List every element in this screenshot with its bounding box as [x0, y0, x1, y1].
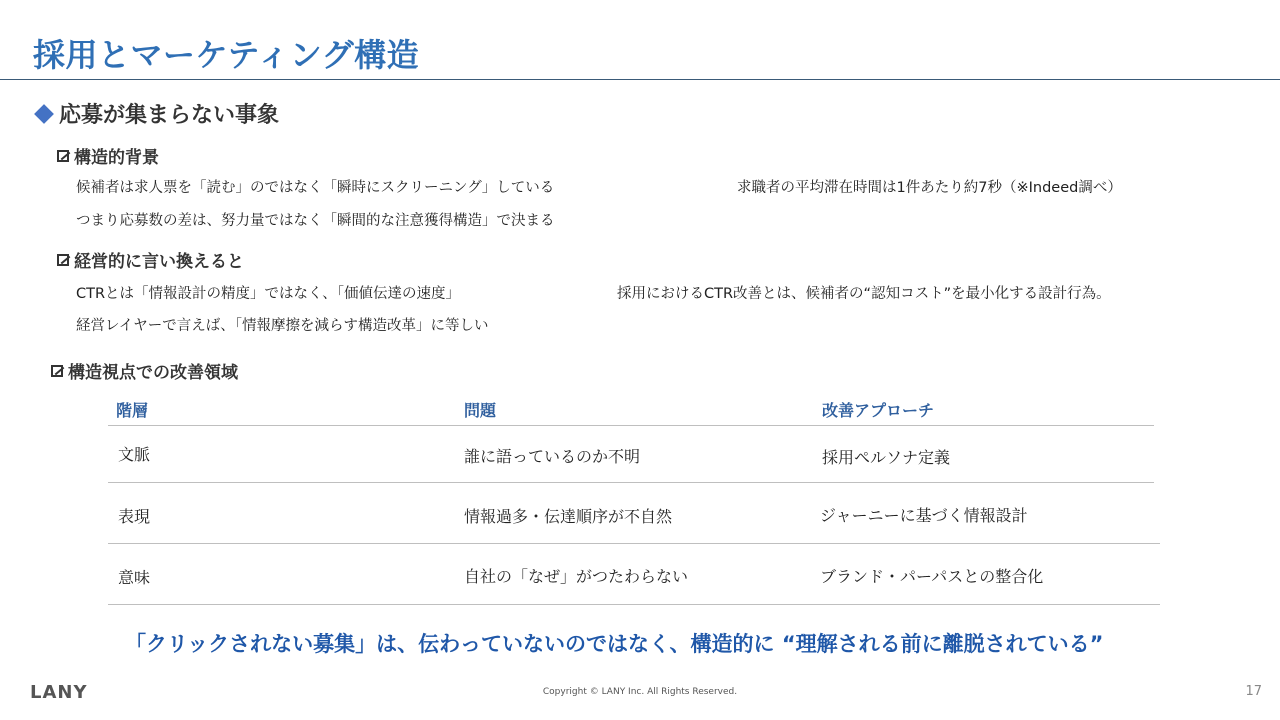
- table-cell: ブランド・パーパスとの整合化: [820, 567, 1044, 586]
- section-background-heading: [57, 143, 159, 168]
- checkbox-icon: [57, 254, 69, 266]
- checkbox-icon: [57, 150, 69, 162]
- background-line-1: 候補者は求人票を「読む」のではなく「瞬時にスクリーニング」している: [76, 180, 555, 196]
- business-line-1: CTRとは「情報設計の精度」ではなく、「価値伝達の速度」: [76, 286, 461, 302]
- section-improvement-title: 構造視点での改善領域: [68, 363, 238, 383]
- table-cell: 文脈: [118, 445, 151, 464]
- section-business-heading: [57, 247, 244, 272]
- background-line-2: つまり応募数の差は、努力量ではなく「瞬間的な注意獲得構造」で決まる: [76, 213, 555, 229]
- table-header-problem: 問題: [464, 401, 497, 420]
- table-divider: [108, 604, 1160, 605]
- table-cell: 意味: [118, 568, 151, 587]
- table-cell: 自社の「なぜ」がつたわらない: [464, 567, 689, 586]
- table-header-layer: 階層: [116, 401, 149, 420]
- table-divider: [108, 425, 1154, 426]
- table-cell: ジャーニーに基づく情報設計: [820, 506, 1028, 525]
- title-divider: [0, 79, 1280, 80]
- table-divider: [108, 543, 1160, 544]
- background-note: 求職者の平均滞在時間は1件あたり約7秒（※Indeed調べ）: [737, 180, 1122, 196]
- page-number: 17: [1245, 684, 1262, 699]
- copyright-text: Copyright © LANY Inc. All Rights Reserved.: [542, 687, 738, 697]
- diamond-bullet-icon: [34, 104, 54, 124]
- conclusion-statement: 「クリックされない募集」は、伝わっていないのではなく、構造的に “理解される前に離脱されている”: [125, 632, 1104, 656]
- slide-title: 採用とマーケティング構造: [33, 36, 420, 74]
- table-cell: 情報過多・伝達順序が不自然: [464, 507, 673, 526]
- section-background-title: 構造的背景: [74, 148, 159, 168]
- main-heading-text: 応募が集まらない事象: [59, 103, 280, 128]
- section-improvement-heading: [51, 358, 238, 383]
- lany-logo: LANY: [30, 682, 88, 703]
- business-line-2: 経営レイヤーで言えば、「情報摩擦を減らす構造改革」に等しい: [76, 318, 489, 334]
- table-header-approach: 改善アプローチ: [822, 401, 935, 420]
- table-divider: [108, 482, 1154, 483]
- checkbox-icon: [51, 365, 63, 377]
- business-note: 採用におけるCTR改善とは、候補者の“認知コスト”を最小化する設計行為。: [617, 286, 1111, 302]
- main-heading: [33, 98, 279, 129]
- table-cell: 採用ペルソナ定義: [822, 448, 951, 467]
- section-business-title: 経営的に言い換えると: [74, 252, 244, 272]
- table-cell: 表現: [118, 507, 151, 526]
- table-cell: 誰に語っているのか不明: [464, 447, 641, 466]
